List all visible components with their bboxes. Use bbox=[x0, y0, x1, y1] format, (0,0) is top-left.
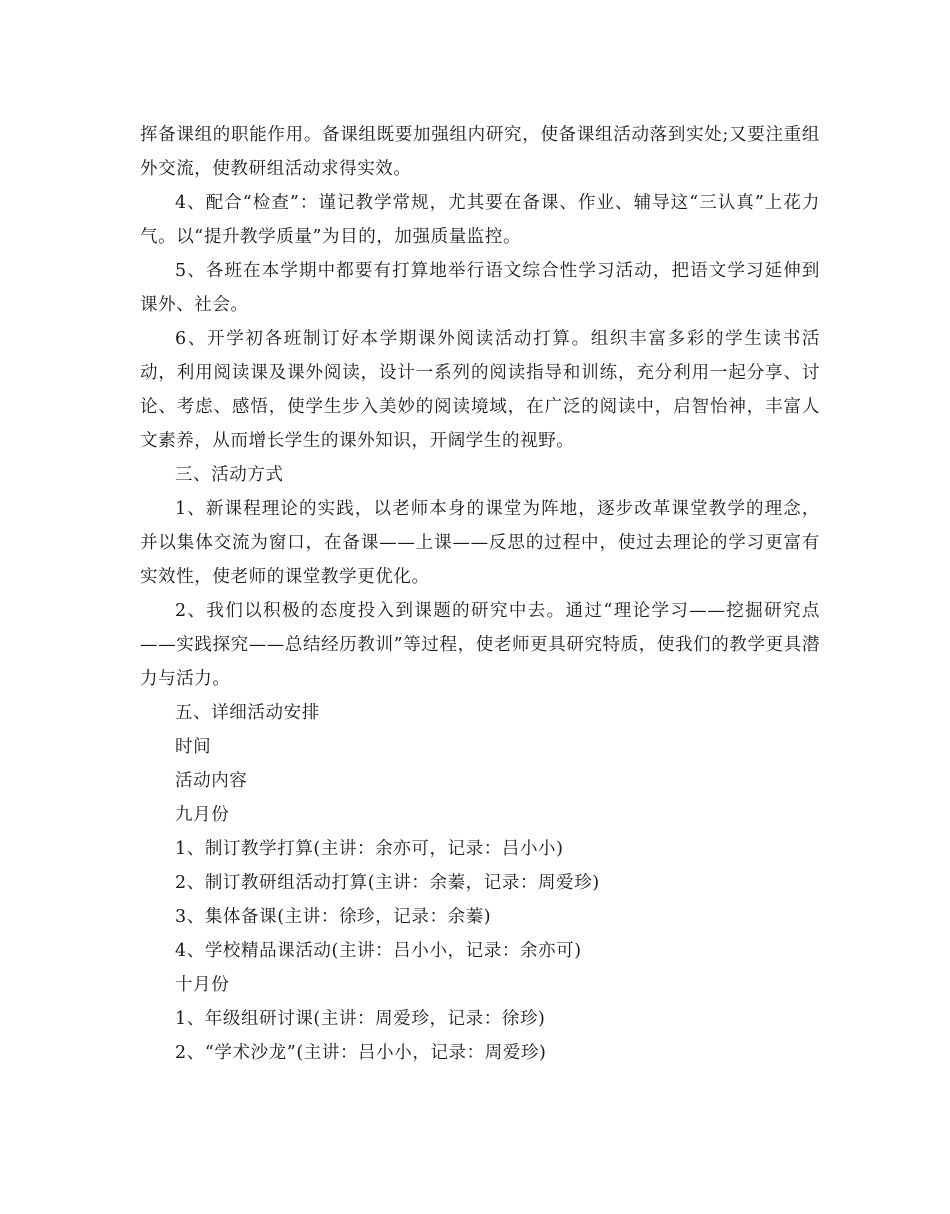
document-body bbox=[140, 118, 820, 1070]
body-paragraph: 6、开学初各班制订好本学期课外阅读活动打算。组织丰富多彩的学生读书活动，利用阅读课及课外阅读，设计一系列的阅读指导和训练，充分利用一起分享、讨论、考虑、感悟，使学生步入美妙的阅读境域，在广泛的阅读中，启智怡神，丰富人文素养，从而增长学生的课外知识，开阔学生的视野。 bbox=[140, 329, 820, 451]
body-paragraph: 2、我们以积极的态度投入到课题的研究中去。通过“理论学习——挖掘研究点——实践探究——总结经历教训”等过程，使老师更具研究特质，使我们的教学更具潜力与活力。 bbox=[140, 601, 820, 689]
schedule-item: 1、制订教学打算(主讲：余亦可，记录：吕小小) bbox=[175, 839, 564, 859]
schedule-column-label: 活动内容 bbox=[175, 771, 248, 791]
schedule-column-label: 时间 bbox=[175, 737, 212, 757]
body-paragraph: 5、各班在本学期中都要有打算地举行语文综合性学习活动，把语文学习延伸到课外、社会。 bbox=[140, 261, 820, 315]
schedule-month: 九月份 bbox=[175, 805, 230, 825]
section-heading: 五、详细活动安排 bbox=[175, 703, 320, 723]
body-paragraph: 4、配合“检查”：谨记教学常规，尤其要在备课、作业、辅导这“三认真”上花力气。以“提升教学质量”为目的，加强质量监控。 bbox=[140, 193, 820, 247]
schedule-item: 2、“学术沙龙”(主讲：吕小小，记录：周爱珍) bbox=[175, 1043, 547, 1063]
body-paragraph: 1、新课程理论的实践，以老师本身的课堂为阵地，逐步改革课堂教学的理念，并以集体交流为窗口，在备课——上课——反思的过程中，使过去理论的学习更富有实效性，使老师的课堂教学更优化。 bbox=[140, 499, 820, 587]
schedule-item: 1、年级组研讨课(主讲：周爱珍，记录：徐珍) bbox=[175, 1009, 546, 1029]
body-paragraph: 挥备课组的职能作用。备课组既要加强组内研究，使备课组活动落到实处;又要注重组外交流，使教研组活动求得实效。 bbox=[140, 125, 820, 179]
schedule-month: 十月份 bbox=[175, 975, 230, 995]
schedule-item: 2、制订教研组活动打算(主讲：余蓁，记录：周爱珍) bbox=[175, 873, 600, 893]
schedule-item: 3、集体备课(主讲：徐珍，记录：余蓁) bbox=[175, 907, 492, 927]
schedule-item: 4、学校精品课活动(主讲：吕小小，记录：余亦可) bbox=[175, 941, 582, 961]
section-heading: 三、活动方式 bbox=[175, 465, 284, 485]
